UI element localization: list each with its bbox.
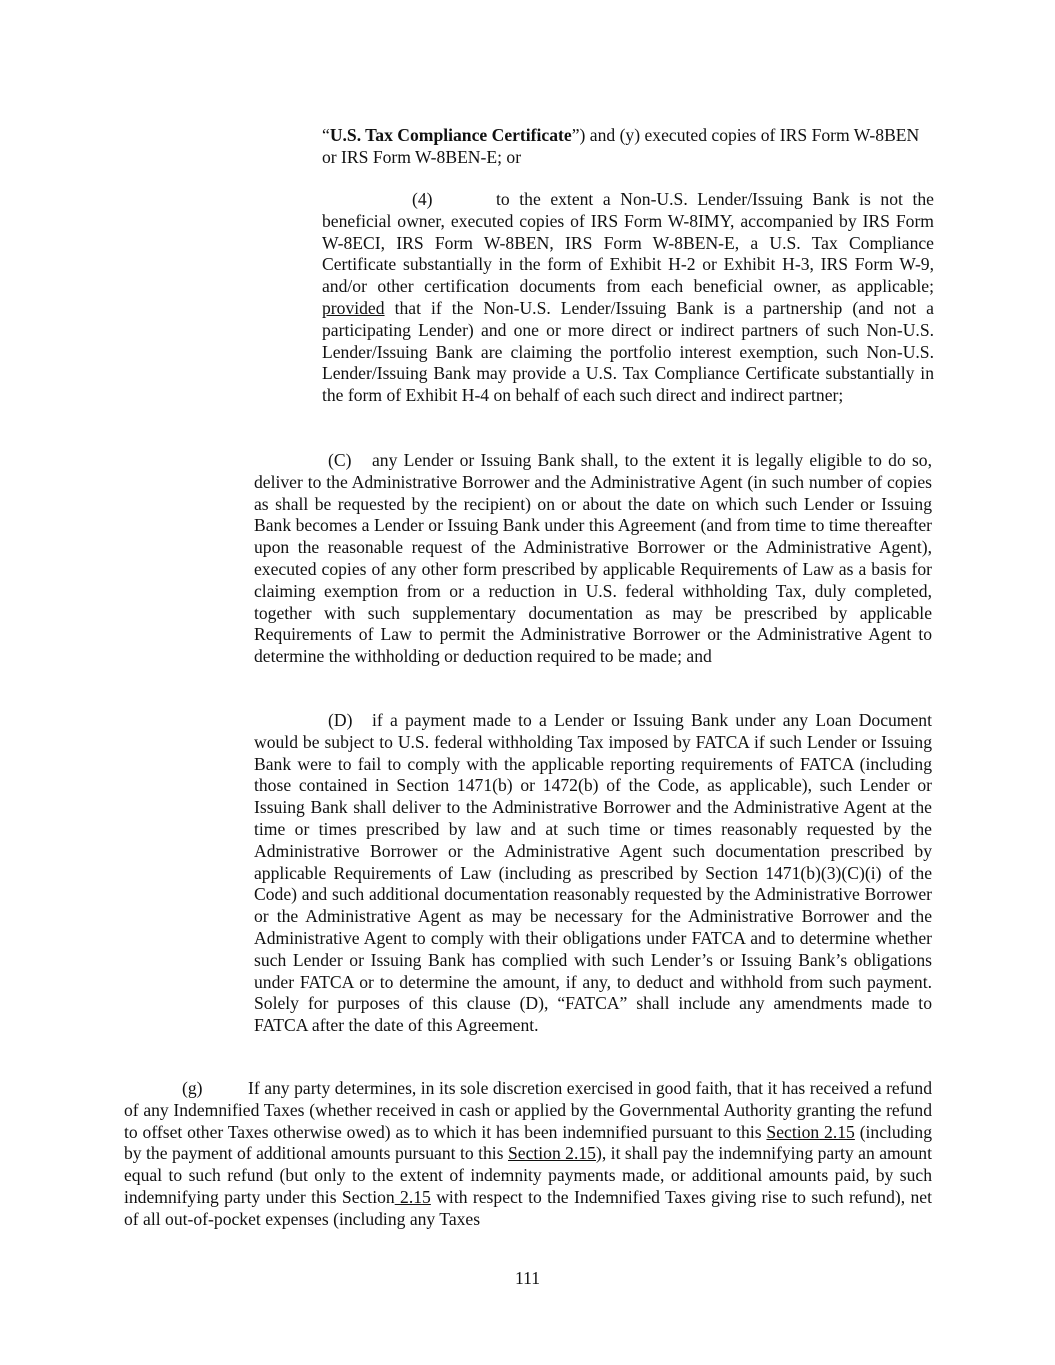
section-reference: 2.15: [394, 1186, 431, 1207]
provided-term: provided: [322, 297, 385, 318]
paragraph-text: (including by the payment of additional amounts pursuant to this: [124, 1121, 933, 1164]
paragraph-text: If any party determines, in its sole discretion exercised in good faith, that it has received a refund of any Indemnified Taxes (whether received in cash or applied by the Governmental Authority granting the refund to offset other Taxes otherwise owed) as to which it has been indemnified pursuant to this: [124, 1078, 932, 1142]
paragraph-text: to the extent a Non-U.S. Lender/Issuing Bank is not the beneficial owner, executed copies of IRS Form W-8IMY, accompanied by IRS Form W-8ECI, IRS Form W-8BEN, IRS Form W-8BEN-E, a U.S. Tax Compliance Certificate substantially in the form of Exhibit H-2 or Exhibit H-3, IRS Form W-9, and/or other certification documents from each beneficial owner, as applicable;: [322, 189, 934, 297]
paragraph-text: ), it shall pay the indemnifying party an amount equal to such refund (but only to the extent of indemnity payments made, or additional amounts paid, by such indemnifying party under this Section: [124, 1143, 932, 1207]
open-quote: “: [322, 125, 330, 145]
paragraph-clause-4: [322, 189, 934, 407]
paragraph-tax-compliance-certificate: [322, 125, 934, 169]
paragraph-text: ”) and (y) executed copies of IRS Form W-8BEN or IRS Form W-8BEN-E; or: [322, 125, 920, 167]
clause-label: (D): [328, 710, 353, 730]
section-reference: Section 2.15: [507, 1143, 596, 1164]
clause-label: (g): [182, 1078, 203, 1098]
paragraph-text: if a payment made to a Lender or Issuing Bank under any Loan Document would be subject to U.S. federal withholding Tax imposed by FATCA if such Lender or Issuing Bank were to fail to comply with the applicable reporting requirements of FATCA (including those contained in Section 1471(b) or 1472(b) of the Code, as applicable), such Lender or Issuing Bank shall deliver to the Administrative Borrower and the Administrative Agent at the time or times prescribed by law and at such time or times reasonably requested by the Administrative Borrower or the Administrative Agent such documentation prescribed by applicable Requirements of Law (including as prescribed by Section 1471(b)(3)(C)(i) of the Code) and such additional documentation reasonably requested by the Administrative Borrower or the Administrative Agent as may be necessary for the Administrative Borrower and the Administrative Agent to comply with their obligations under FATCA and to determine whether such Lender or Issuing Bank has complied with such Lender’s or Issuing Bank’s obligations under FATCA or to determine the amount, if any, to deduct and withhold from such payment. Solely for purposes of this clause (D), “FATCA” shall include any amendments made to FATCA after the date of this Agreement.: [254, 710, 932, 1036]
paragraph-clause-d: [254, 710, 932, 1037]
paragraph-text: with respect to the Indemnified Taxes giving rise to such refund), net of all out-of-pocket expenses (including any Taxes: [124, 1186, 933, 1229]
defined-term: U.S. Tax Compliance Certificate: [329, 125, 572, 145]
paragraph-text: any Lender or Issuing Bank shall, to the extent it is legally eligible to do so, deliver to the Administrative Borrower and the Administrative Agent (in such number of copies as shall be requested by the recipient) on or about the date on which such Lender or Issuing Bank becomes a Lender or Issuing Bank under this Agreement (and from time to time thereafter upon the reasonable request of the Administrative Borrower or the Administrative Agent), executed copies of any other form prescribed by applicable Requirements of Law as a basis for claiming exemption from or a reduction in U.S. federal withholding Tax, duly completed, together with such supplementary documentation as may be prescribed by applicable Requirements of Law to permit the Administrative Borrower or the Administrative Agent to determine the withholding or deduction required to be made; and: [254, 450, 932, 667]
paragraph-text: that if the Non-U.S. Lender/Issuing Bank is a partnership (and not a participating Lender) and one or more direct or indirect partners of such Non-U.S. Lender/Issuing Bank are claiming the portfolio interest exemption, such Non-U.S. Lender/Issuing Bank may provide a U.S. Tax Compliance Certificate substantially in the form of Exhibit H-4 on behalf of each such direct and indirect partner;: [322, 297, 934, 406]
clause-label: (C): [328, 450, 352, 470]
paragraph-clause-c: [254, 450, 932, 668]
clause-label: (4): [412, 189, 433, 209]
section-reference: Section 2.15: [766, 1121, 855, 1142]
page-number: 111: [514, 1268, 541, 1288]
paragraph-clause-g: [124, 1078, 932, 1231]
